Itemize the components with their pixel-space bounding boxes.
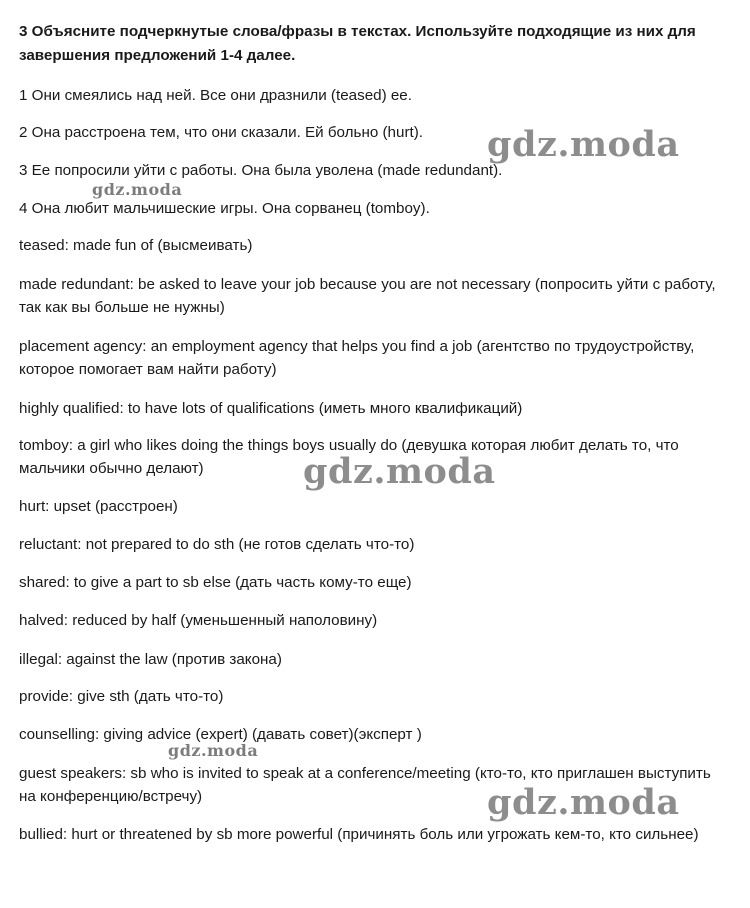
definition-placement-agency: placement agency: an employment agency that helps you find a job (агентство по трудоустройству,: [19, 338, 695, 355]
watermark-small-left: gdz.moda: [92, 180, 183, 199]
definition-halved: halved: reduced by half (уменьшенный наполовину): [19, 612, 378, 629]
definition-made-redundant: made redundant: be asked to leave your job because you are not necessary (попросить уйти с работу,: [19, 276, 716, 293]
watermark-center: gdz.moda: [303, 451, 496, 492]
exercise-heading-line-2: завершения предложений 1-4 далее.: [19, 47, 296, 64]
definition-teased: teased: made fun of (высмеивать): [19, 237, 253, 254]
definition-provide: provide: give sth (дать что-то): [19, 688, 224, 705]
definition-guest-speakers: guest speakers: sb who is invited to speak at a conference/meeting (кто-то, кто приглашен выступить: [19, 765, 711, 782]
sentence-3: 3 Ее попросили уйти с работы. Она была уволена (made redundant).: [19, 162, 503, 179]
watermark-bottom-right: gdz.moda: [487, 782, 680, 823]
definition-shared: shared: to give a part to sb else (дать часть кому-то еще): [19, 574, 412, 591]
sentence-1: 1 Они смеялись над ней. Все они дразнили (teased) ее.: [19, 87, 412, 104]
watermark-top-right: gdz.moda: [487, 124, 680, 165]
definition-placement-agency-cont: которое помогает вам найти работу): [19, 361, 277, 378]
definition-highly-qualified: highly qualified: to have lots of qualifications (иметь много квалификаций): [19, 400, 523, 417]
exercise-heading-line-1: 3 Объясните подчеркнутые слова/фразы в текстах. Используйте подходящие из них для: [19, 23, 696, 40]
definition-made-redundant-cont: так как вы больше не нужны): [19, 299, 225, 316]
definition-guest-speakers-cont: на конференцию/встречу): [19, 788, 203, 805]
definition-hurt: hurt: upset (расстроен): [19, 498, 178, 515]
sentence-2: 2 Она расстроена тем, что они сказали. Ей больно (hurt).: [19, 124, 423, 141]
definition-tomboy-cont: мальчики обычно делают): [19, 460, 204, 477]
definition-reluctant: reluctant: not prepared to do sth (не готов сделать что-то): [19, 536, 415, 553]
definition-illegal: illegal: against the law (против закона): [19, 651, 282, 668]
watermark-small-bottom: gdz.moda: [168, 741, 259, 760]
exercise-heading: [19, 20, 719, 68]
definition-counselling: counselling: giving advice (expert) (давать совет)(эксперт ): [19, 726, 422, 743]
definition-tomboy: tomboy: a girl who likes doing the things boys usually do (девушка которая любит делать то, что: [19, 437, 679, 454]
definition-bullied: bullied: hurt or threatened by sb more powerful (причинять боль или угрожать кем-то, кто сильнее): [19, 826, 699, 843]
sentence-4: 4 Она любит мальчишеские игры. Она сорванец (tomboy).: [19, 200, 430, 217]
